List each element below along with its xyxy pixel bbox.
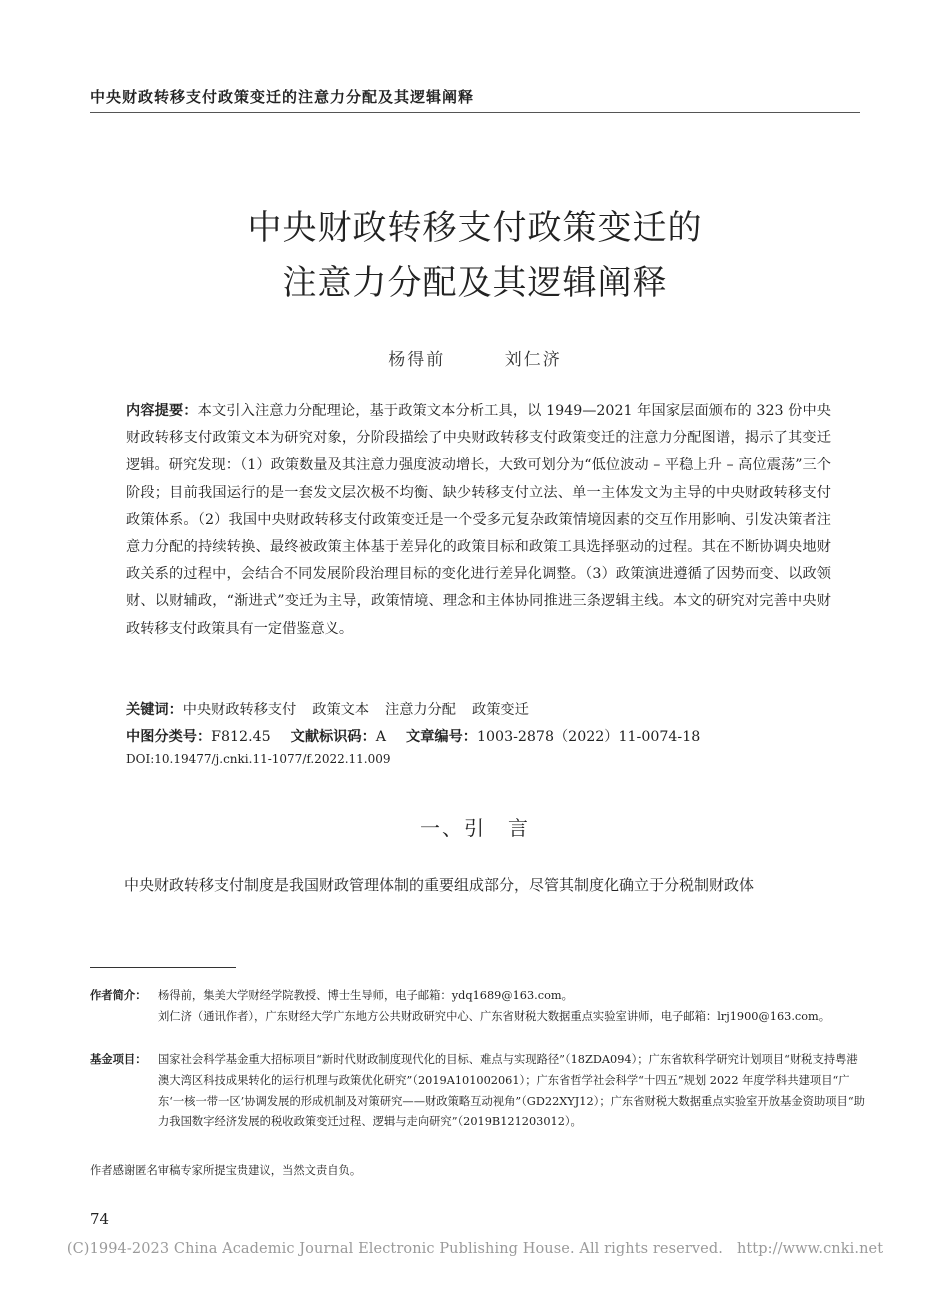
article-number-value: 1003-2878（2022）11-0074-18 <box>476 729 701 745</box>
doc-code-value: A <box>375 729 387 745</box>
article-title-line-1: 中央财政转移支付政策变迁的 <box>247 208 703 248</box>
page-number: 74 <box>90 1210 110 1228</box>
section-heading: 一、引 言 <box>420 816 530 840</box>
abstract-text: 本文引入注意力分配理论，基于政策文本分析工具，以 1949—2021 年国家层面颁布的 323 份中央财政转移支付政策文本为研究对象，分阶段描绘了中央财政转移支付政策变迁的注意力分配图谱，揭示了其变迁逻辑。研究发现：（1）政策数量及其注意力强度波动增长，大致可划分为“低位波动 – 平稳上升 – 高位震荡”三个阶段；目前我国运行的是一套发文层次极不均衡、缺少转移支付立法、单一主体发文为主导的中央财政转移支付政策体系。（2）我国中央财政转移支付政策变迁是一个受多元复杂政策情境因素的交互作用影响、引发决策者注意力分配的持续转换、最终被政策主体基于差异化的政策目标和政策工具选择驱动的过程。其在不断协调央地财政关系的过程中，会结合不同发展阶段治理目标的变化进行差异化调整。（3）政策演进遵循了因势而变、以政领财、以财辅政，“渐进式”变迁为主导，政策情境、理念和主体协同推进三条逻辑主线。本文的研究对完善中央财政转移支付政策具有一定借鉴意义。 <box>126 403 831 637</box>
doi: DOI:10.19477/j.cnki.11-1077/f.2022.11.009 <box>126 752 391 766</box>
keyword: 政策文本 <box>312 702 370 718</box>
body-paragraph: 中央财政转移支付制度是我国财政管理体制的重要组成部分，尽管其制度化确立于分税制财政体 <box>124 876 755 894</box>
author-name: 刘仁济 <box>504 350 562 370</box>
header-rule <box>90 112 860 113</box>
keyword: 政策变迁 <box>472 702 529 718</box>
abstract-label: 内容提要： <box>126 403 198 419</box>
keyword: 注意力分配 <box>385 702 456 718</box>
keywords-line <box>126 699 846 719</box>
footnote-rule <box>90 967 236 968</box>
keywords-label: 关键词： <box>126 702 183 718</box>
copyright-watermark <box>0 1241 950 1257</box>
copyright-text: (C)1994-2023 China Academic Journal Electronic Publishing House. All rights reserved. <box>66 1241 723 1257</box>
footnote-acknowledgement: 作者感谢匿名审稿专家所提宝贵建议，当然文责自负。 <box>90 1164 362 1177</box>
author-list <box>0 345 950 370</box>
classification-line <box>126 726 846 746</box>
author-info-text: 杨得前，集美大学财经学院教授、博士生导师，电子邮箱：ydq1689@163.com。 <box>158 989 573 1002</box>
author-info-text: 刘仁济（通讯作者），广东财经大学广东地方公共财政研究中心、广东省财税大数据重点实验室讲师，电子邮箱：lrj1900@163.com。 <box>158 1009 831 1023</box>
running-header: 中央财政转移支付政策变迁的注意力分配及其逻辑阐释 <box>90 88 475 106</box>
abstract <box>126 398 831 643</box>
article-title-line-2: 注意力分配及其逻辑阐释 <box>282 263 668 303</box>
article-number-label: 文章编号： <box>406 729 477 745</box>
clc-label: 中图分类号： <box>126 729 212 745</box>
doc-code-label: 文献标识码： <box>290 729 376 745</box>
cnki-url: http://www.cnki.net <box>736 1241 884 1257</box>
footnote-funding <box>90 1050 865 1133</box>
funding-label: 基金项目： <box>90 1053 147 1066</box>
author-info-label: 作者简介： <box>90 989 147 1002</box>
keyword: 中央财政转移支付 <box>182 702 297 718</box>
footnote-author-info <box>90 986 865 1028</box>
clc-value: F812.45 <box>211 729 271 745</box>
author-name: 杨得前 <box>388 350 446 370</box>
funding-text: 国家社会科学基金重大招标项目“新时代财政制度现代化的目标、难点与实现路径”（18ZDA094）；广东省软科学研究计划项目“财税支持粤港澳大湾区科技成果转化的运行机理与政策优化研究”（2019A101002061）；广东省哲学社会科学“十四五”规划 2022 年度学科共建项目“广东‘一核一带一区’协调发展的形成机制及对策研究——财政策略互动视角”（GD22XYJ12）；广东省财税大数据重点实验室开放基金资助项目“助力我国数字经济发展的税收政策变迁过程、逻辑与走向研究”（2019B121203012）。 <box>158 1053 865 1129</box>
